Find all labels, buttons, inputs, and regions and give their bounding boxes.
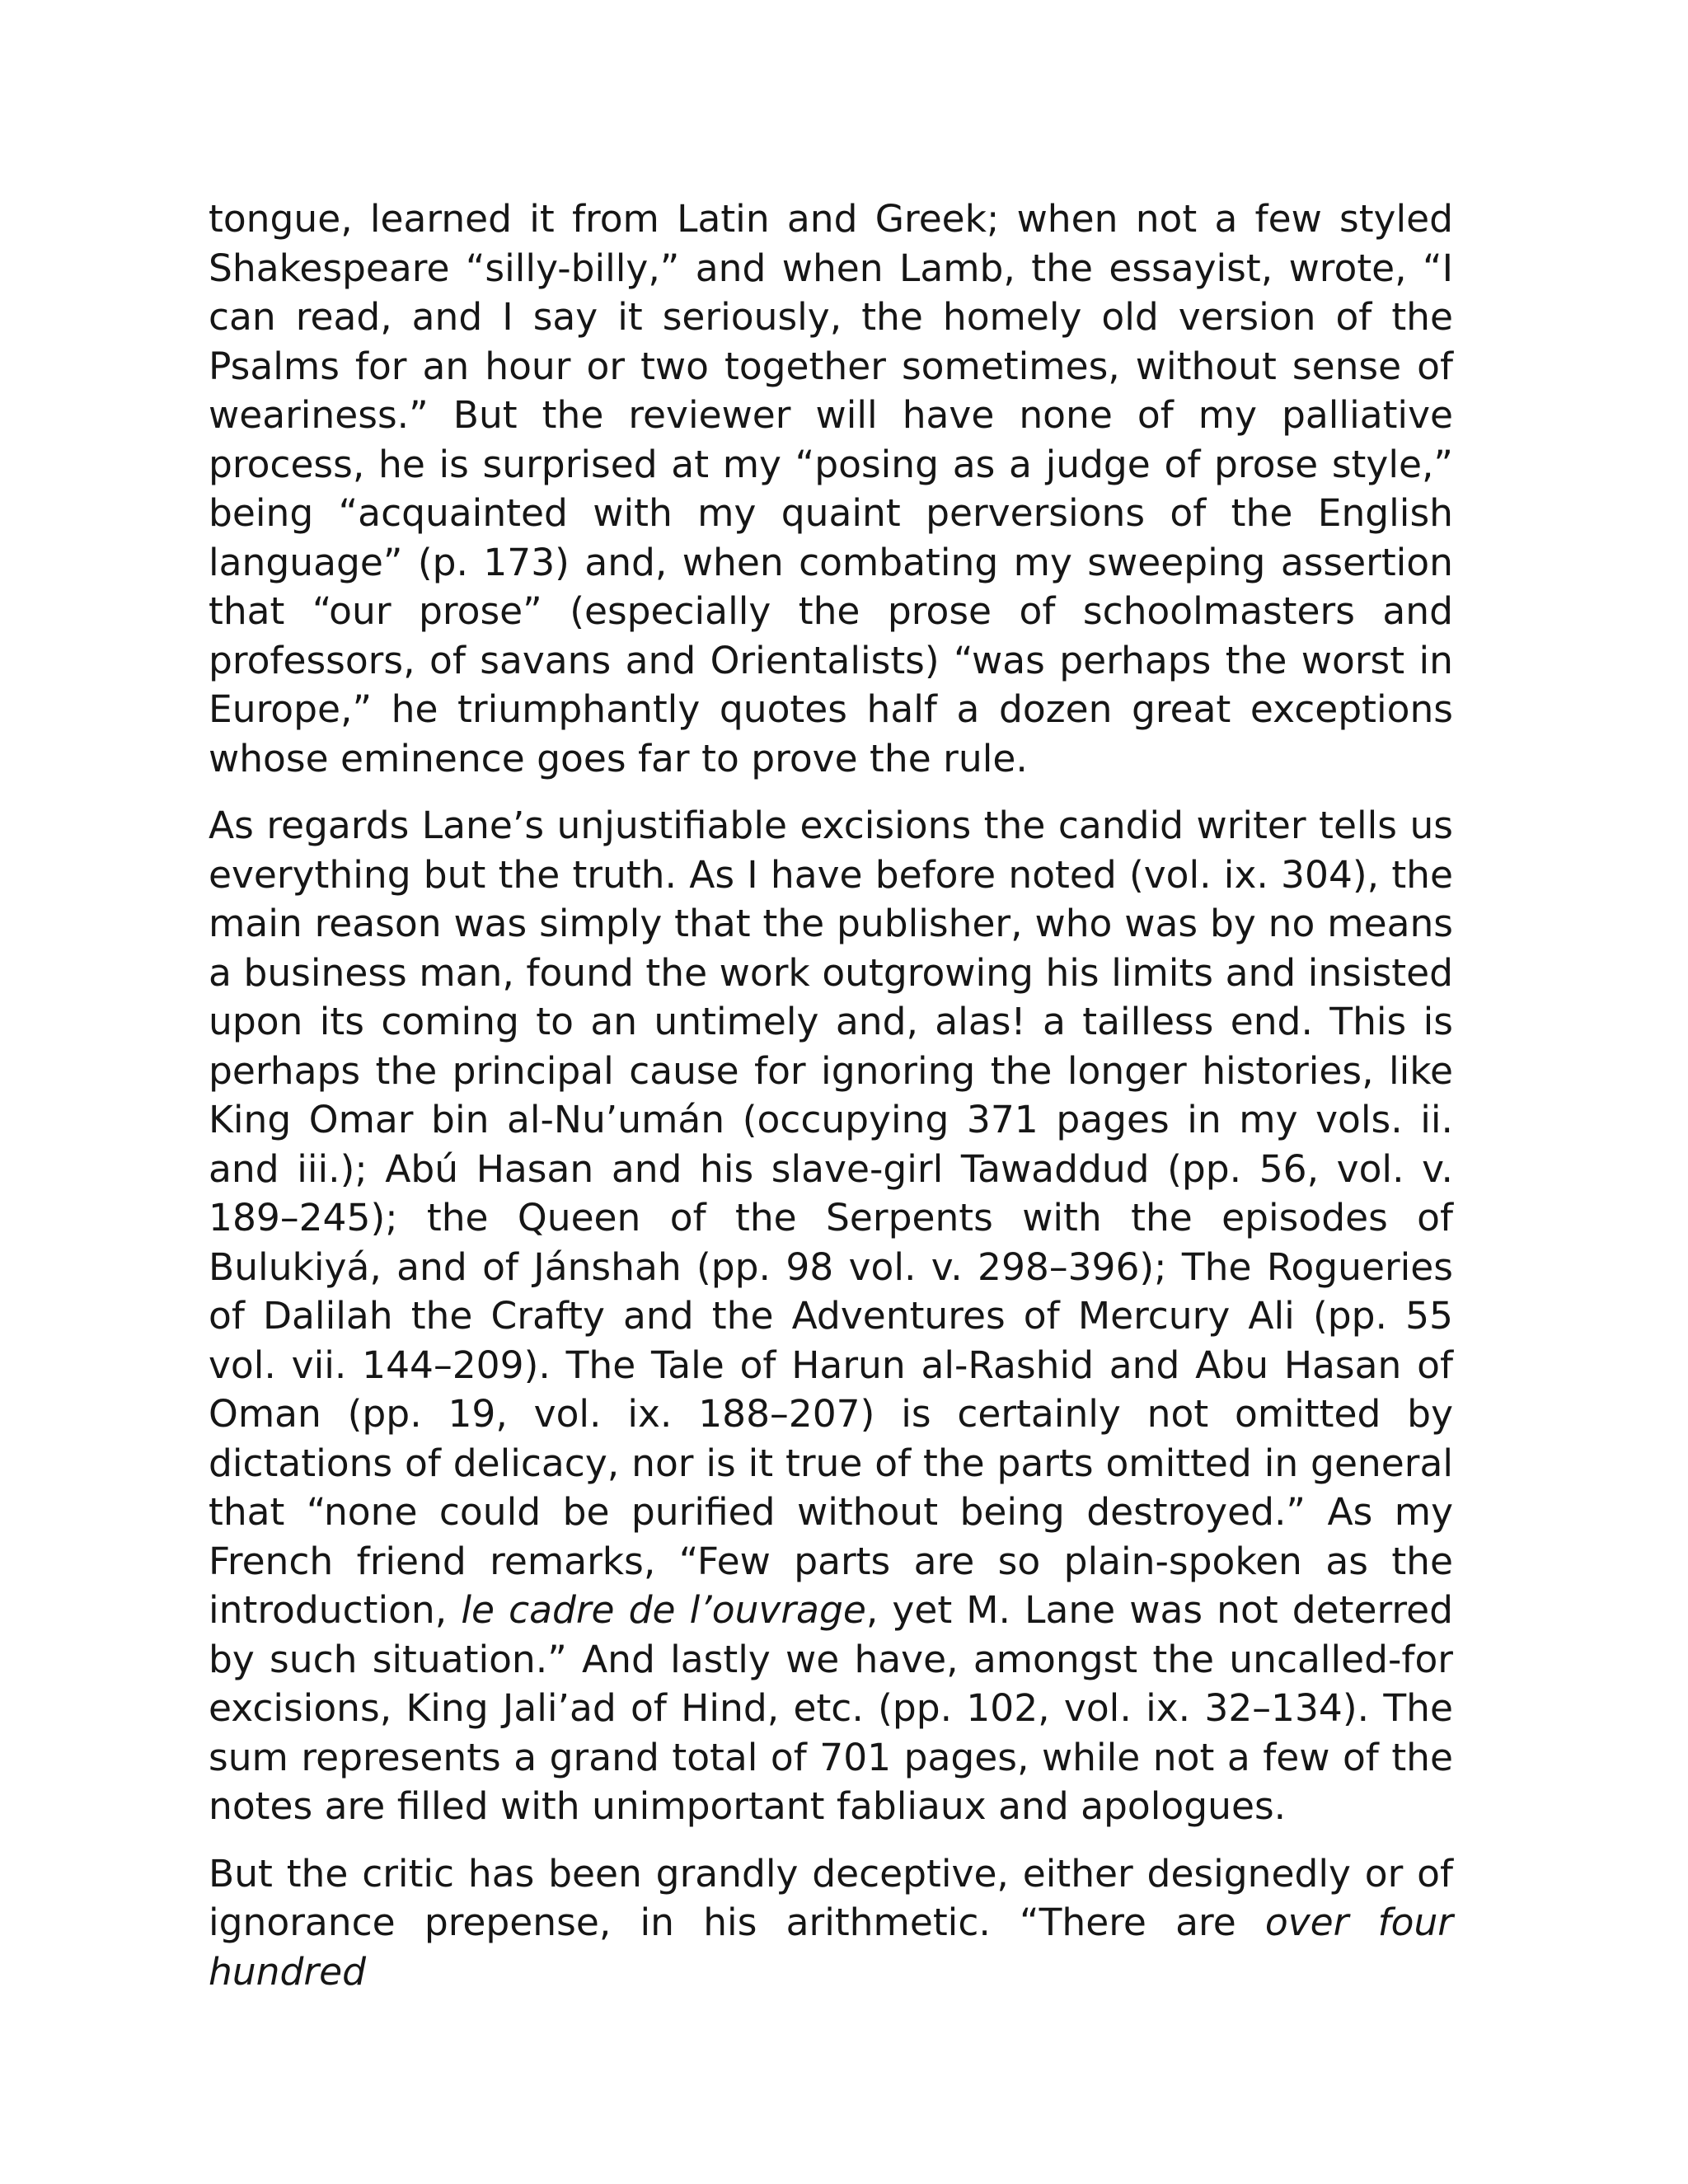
italic-phrase: le cadre de l’ouvrage: [461, 1588, 866, 1632]
document-page: [209, 194, 1453, 1996]
paragraph-text: tongue, learned it from Latin and Greek; when not a few styled Shakespeare “silly-billy,” and when Lamb, the essayist, wrote, “I can read, and I say it seriously, the homely old version of the Psalms for an hour or two together sometimes, without sense of weariness.” But the reviewer will have none of my palliative process, he is surprised at my “posing as a judge of prose style,” being “acquainted with my quaint perversions of the English language” (p. 173) and, when combating my sweeping assertion that “our prose” (especially the prose of schoolmasters and professors, of savans and Orientalists) “was perhaps the worst in Europe,” he triumphantly quotes half a dozen great exceptions whose eminence goes far to prove the rule.: [209, 197, 1453, 780]
paragraph-3: [209, 1849, 1453, 1997]
italic-phrase: over four hundred: [209, 1900, 1454, 1994]
paragraph-text: As regards Lane’s unjustifiable excisions the candid writer tells us everything but the truth. As I have before noted (vol. ix. 304), the main reason was simply that the publisher, who was by no means a business man, found the work outgrowing his limits and insisted upon its coming to an untimely and, alas! a tailless end. This is perhaps the principal cause for ignoring the longer histories, like King Omar bin al-Nu’umán (occupying 371 pages in my vols. ii. and iii.); Abú Hasan and his slave-girl Tawaddud (pp. 56, vol. v. 189–245); the Queen of the Serpents with the episodes of Bulukiyá, and of Jánshah (pp. 98 vol. v. 298–396); The Rogueries of Dalilah the Crafty and the Adventures of Mercury Ali (pp. 55 vol. vii. 144–209). The Tale of Harun al-Rashid and Abu Hasan of Oman (pp. 19, vol. ix. 188–207) is certainly not omitted by dictations of delicacy, nor is it true of the parts omitted in general that “none could be purified without being destroyed.” As my French friend remarks, “Few parts are so plain-spoken as the introduction,: [209, 804, 1453, 1632]
paragraph-1: [209, 194, 1453, 783]
paragraph-text: But the critic has been grandly deceptive, either designedly or of ignorance prepense, in his arithmetic. “There are: [209, 1851, 1453, 1944]
paragraph-text: , yet M. Lane was not deterred by such situation.” And lastly we have, amongst the uncalled-for excisions, King Jali’ad of Hind, etc. (pp. 102, vol. ix. 32–134). The sum represents a grand total of 701 pages, while not a few of the notes are filled with unimportant fabliaux and apologues.: [209, 1588, 1453, 1828]
paragraph-2: [209, 801, 1453, 1831]
